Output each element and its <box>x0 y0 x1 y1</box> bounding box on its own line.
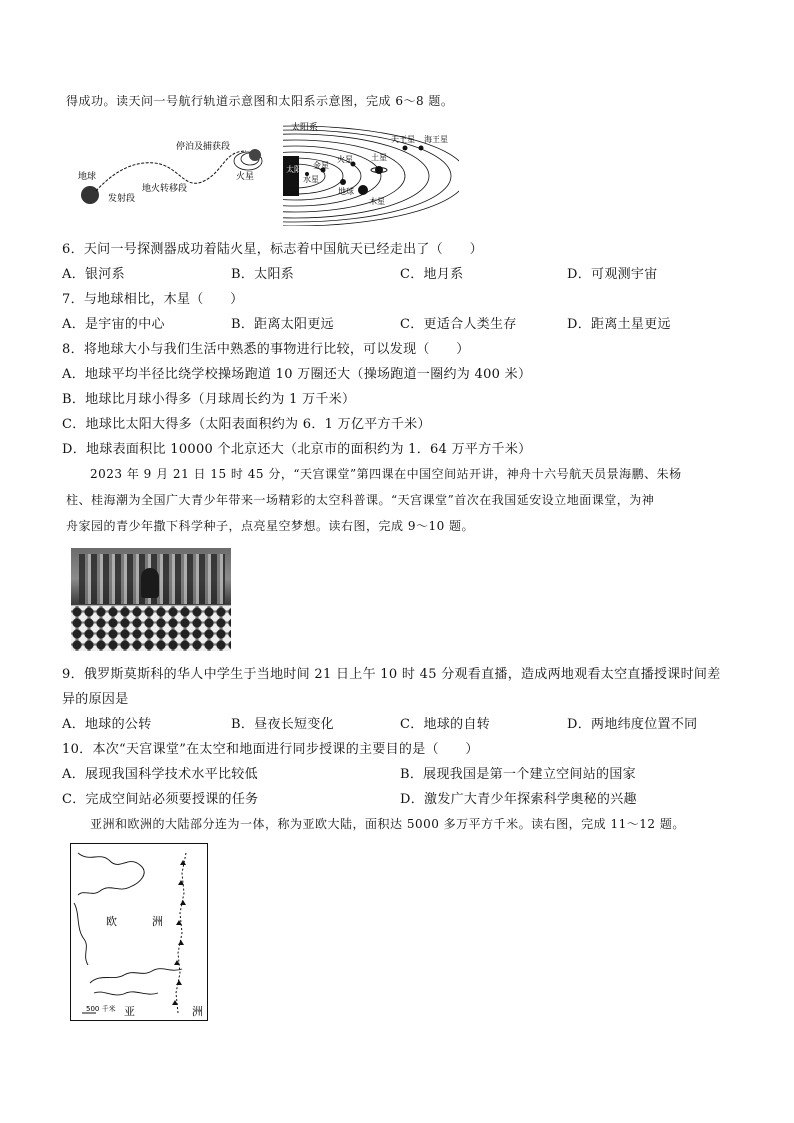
earth-icon <box>81 186 99 204</box>
q10-option-c[interactable]: C．完成空间站必须要授课的任务 <box>62 792 259 807</box>
q8-option-a[interactable]: A．地球平均半径比绕学校操场跑道 10 万圈还大（操场跑道一圈约为 400 米） <box>62 367 532 382</box>
q6-option-c[interactable]: C．地月系 <box>400 267 464 282</box>
q7-option-b[interactable]: B．距离太阳更远 <box>231 317 334 332</box>
label-uranus: 天王星 <box>391 135 415 144</box>
q8-option-b[interactable]: B．地球比月球小得多（月球周长约为 1 万千米） <box>62 392 356 407</box>
label-scale: 500 千米 <box>86 1005 116 1013</box>
label-venus: 金星 <box>313 161 329 170</box>
q7-option-d[interactable]: D．距离土星更远 <box>567 317 671 332</box>
q9-option-a[interactable]: A．地球的公转 <box>62 717 152 732</box>
label-title: 太阳系 <box>291 123 319 133</box>
q6-option-d[interactable]: D．可观测宇宙 <box>567 267 658 282</box>
label-mars: 火星 <box>236 172 255 182</box>
neptune-icon <box>419 146 424 151</box>
label-saturn: 土星 <box>371 153 387 162</box>
intro-text: 得成功。读天问一号航行轨道示意图和太阳系示意图，完成 6～8 题。 <box>66 94 454 108</box>
q10-option-d[interactable]: D．激发广大青少年探索科学奥秘的兴趣 <box>400 792 637 807</box>
sun-icon <box>283 156 299 196</box>
q6-stem: 6．天问一号探测器成功着陆火星，标志着中国航天已经走出了（ ） <box>62 242 483 257</box>
q6-option-a[interactable]: A．银河系 <box>62 267 125 282</box>
label-earth: 地球 <box>78 172 97 182</box>
q8-option-d[interactable]: D．地球表面积比 10000 个北京还大（北京市的面积约为 1．64 万平方千米） <box>62 442 532 457</box>
label-mercury: 水星 <box>303 175 319 184</box>
q7-option-c[interactable]: C．更适合人类生存 <box>400 317 517 332</box>
q9-option-d[interactable]: D．两地纬度位置不同 <box>567 717 698 732</box>
q9-option-c[interactable]: C．地球的自转 <box>400 717 491 732</box>
q9-option-b[interactable]: B．昼夜长短变化 <box>231 717 334 732</box>
label-sun: 太阳 <box>286 165 302 174</box>
label-asia2: 洲 <box>192 1005 203 1018</box>
passage2-line1: 2023 年 9 月 21 日 15 时 45 分，“天宫课堂”第四课在中国空间站开讲，神舟十六号航天员景海鹏、朱杨 <box>90 467 682 481</box>
earth-planet-icon <box>340 179 346 185</box>
label-launch: 发射段 <box>108 194 136 204</box>
solar-system-diagram <box>283 118 459 226</box>
jupiter-icon <box>358 185 368 195</box>
label-europe2: 洲 <box>152 915 163 928</box>
label-europe1: 欧 <box>106 915 117 928</box>
passage3: 亚洲和欧洲的大陆部分连为一体，称为亚欧大陆，面积达 5000 多万平方千米。读右图，完成 11～12 题。 <box>90 817 685 831</box>
q8-option-c[interactable]: C．地球比太阳大得多（太阳表面积约为 6．1 万亿平方千米） <box>62 417 431 432</box>
label-transfer: 地火转移段 <box>142 184 188 194</box>
q9-stem-line2: 异的原因是 <box>62 692 129 707</box>
label-jupiter: 木星 <box>369 197 385 206</box>
trajectory-diagram <box>74 131 270 223</box>
tiangong-classroom-photo <box>71 548 231 651</box>
q6-option-b[interactable]: B．太阳系 <box>231 267 295 282</box>
label-mars2: 火星 <box>337 155 353 164</box>
label-neptune: 海王星 <box>424 135 448 144</box>
passage2-line3: 舟家园的青少年撒下科学种子，点亮星空梦想。读右图，完成 9～10 题。 <box>66 519 475 533</box>
eurasia-map <box>70 843 208 1021</box>
label-park: 停泊及捕获段 <box>176 142 231 152</box>
label-earth2: 地球 <box>338 187 354 196</box>
q10-option-b[interactable]: B．展现我国是第一个建立空间站的国家 <box>400 767 636 782</box>
mars-icon <box>249 149 261 161</box>
q7-option-a[interactable]: A．是宇宙的中心 <box>62 317 165 332</box>
q7-stem: 7．与地球相比，木星（ ） <box>62 292 244 307</box>
label-asia1: 亚 <box>124 1005 135 1018</box>
q8-stem: 8．将地球大小与我们生活中熟悉的事物进行比较，可以发现（ ） <box>62 342 470 357</box>
q10-stem: 10．本次“天宫课堂”在太空和地面进行同步授课的主要目的是（ ） <box>62 742 479 757</box>
uranus-icon <box>403 146 408 151</box>
map-frame <box>71 844 208 1021</box>
passage2-line2: 柱、桂海潮为全国广大青少年带来一场精彩的太空科普课。“天宫课堂”首次在我国延安设立地面课堂，为神 <box>66 493 655 507</box>
q10-option-a[interactable]: A．展现我国科学技术水平比较低 <box>62 767 258 782</box>
q9-stem-line1: 9．俄罗斯莫斯科的华人中学生于当地时间 21 日上午 10 时 45 分观看直播，造成两地观看太空直播授课时间差 <box>62 667 721 682</box>
